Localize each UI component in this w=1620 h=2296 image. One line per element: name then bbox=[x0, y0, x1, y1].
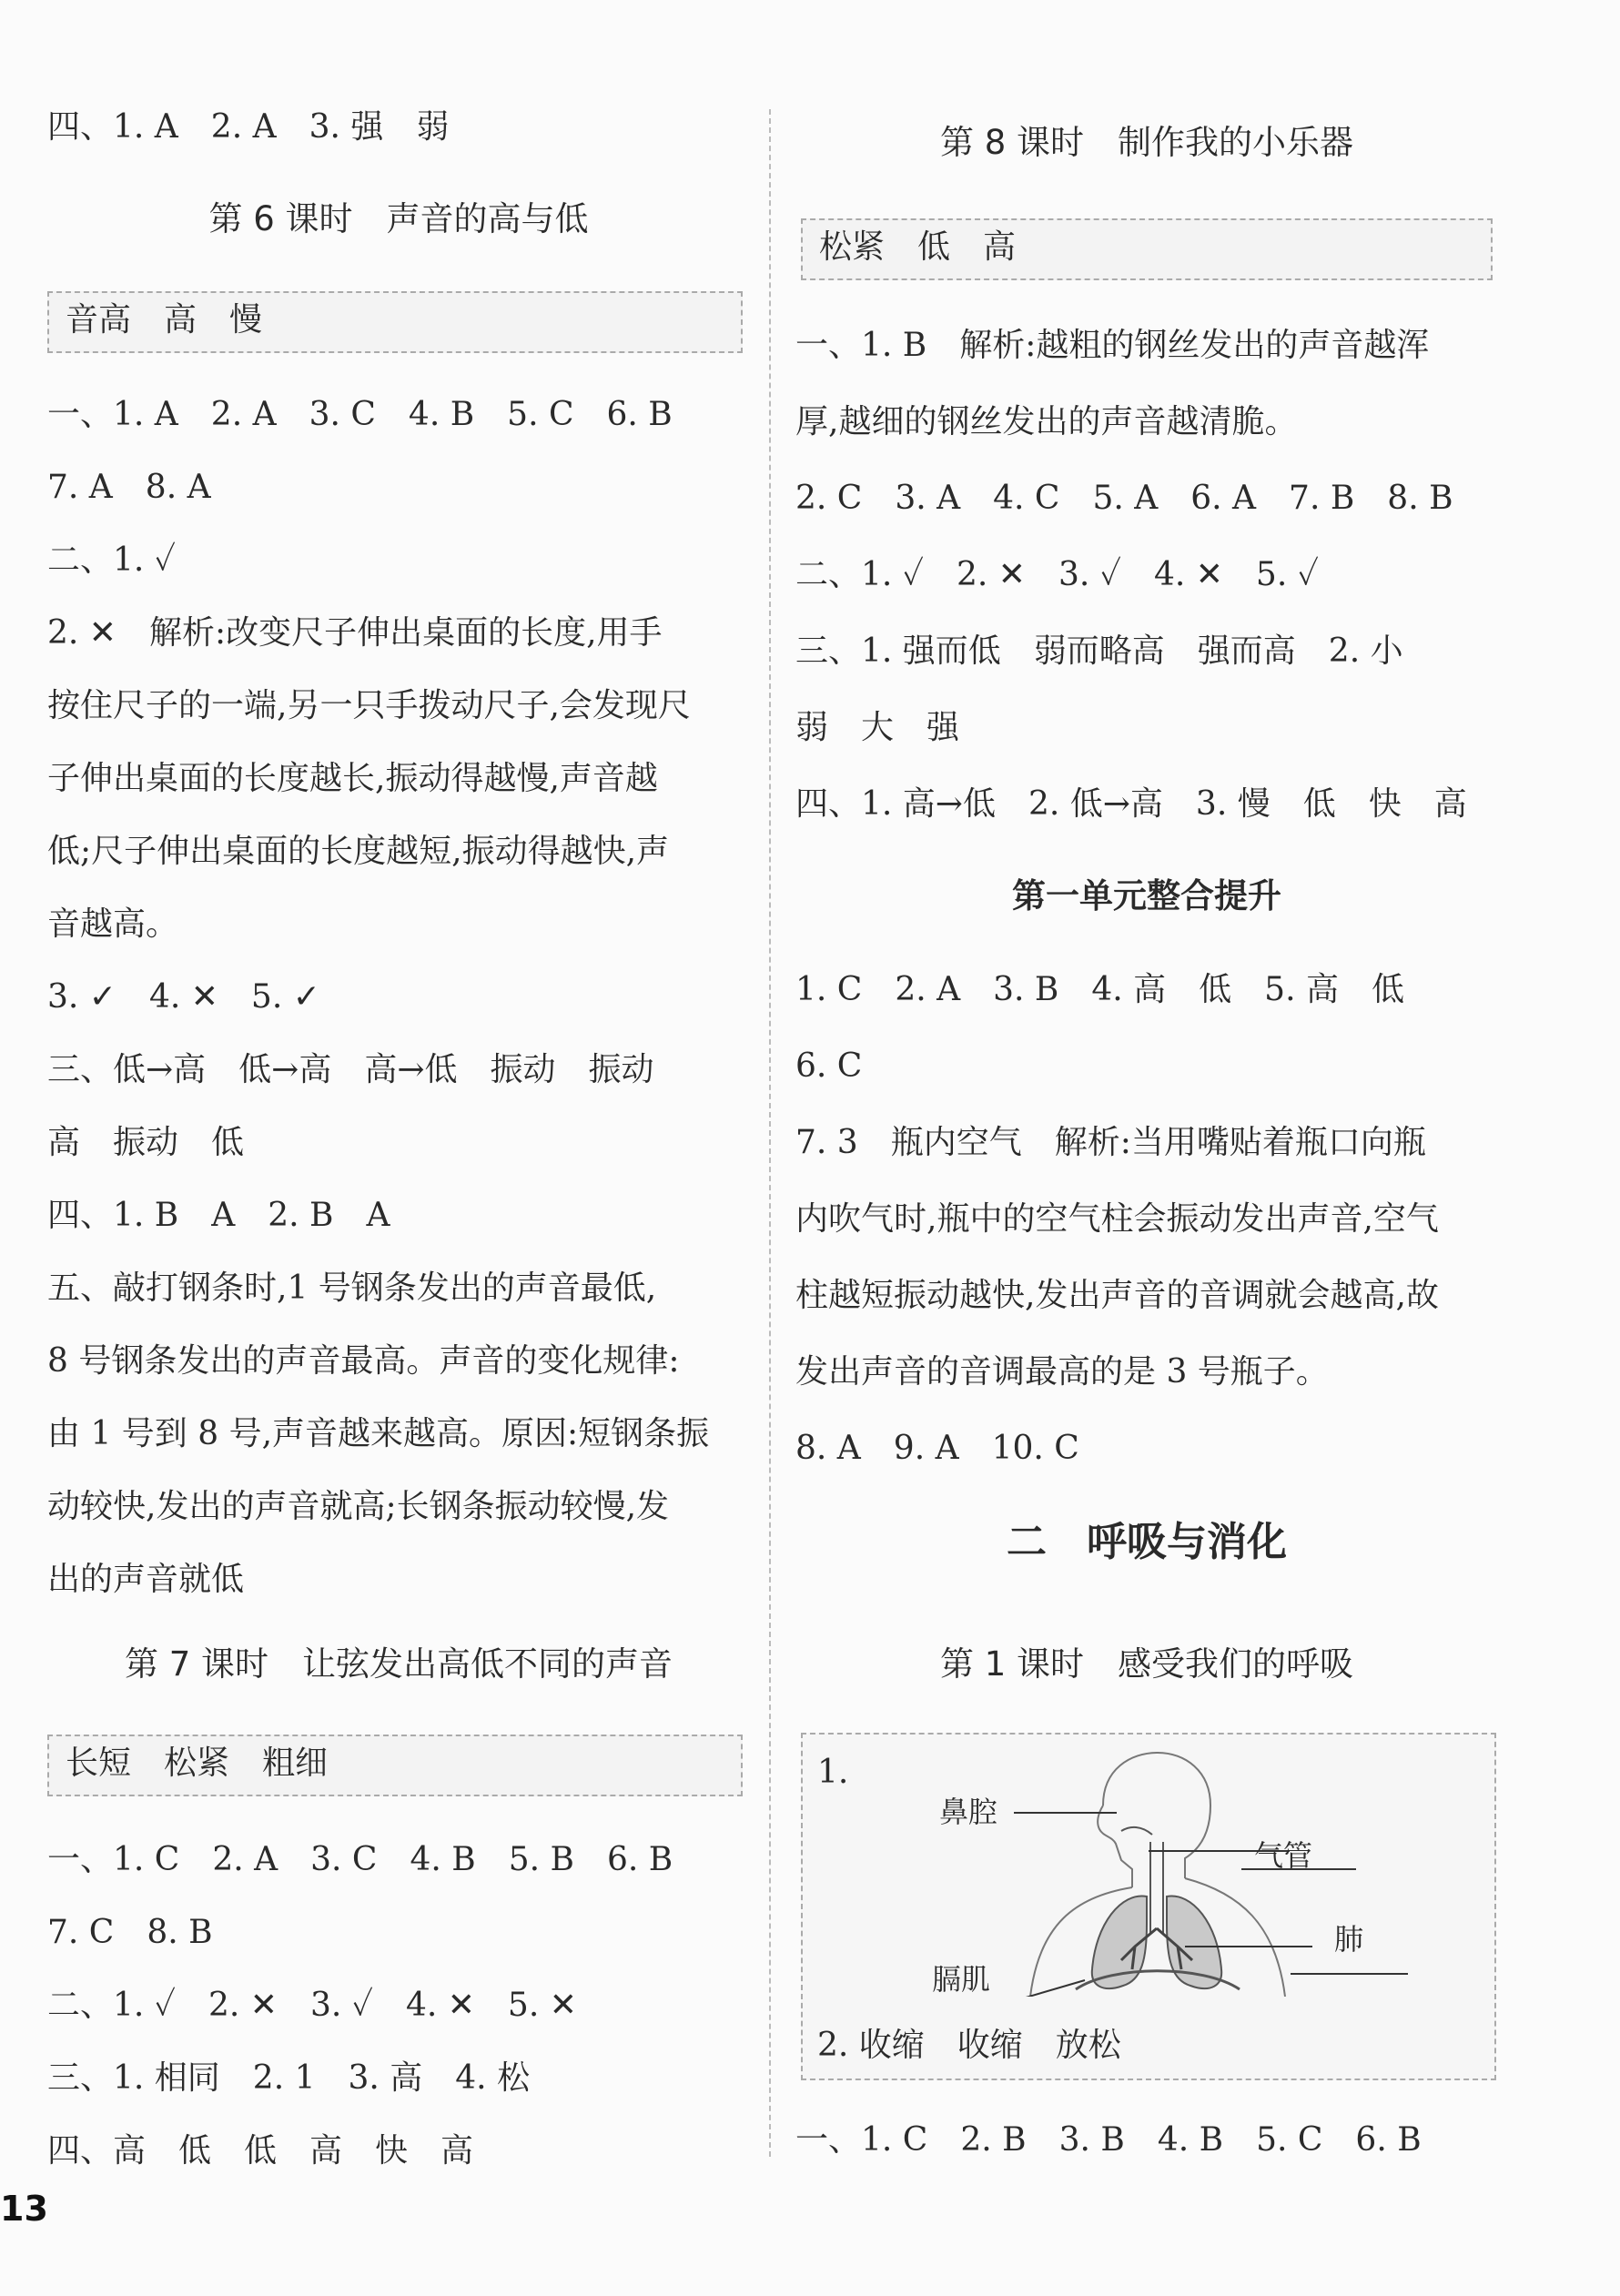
answer-line: 按住尺子的一端,另一只手拨动尺子,会发现尺 bbox=[47, 687, 691, 724]
lesson-8-title: 第 8 课时 制作我的小乐器 bbox=[939, 123, 1354, 162]
page-number: 13 bbox=[0, 2189, 48, 2229]
answer-line: 2. ✕ 解析:改变尺子伸出桌面的长度,用手 bbox=[47, 614, 663, 652]
answer-line: 二、1. ✓ bbox=[47, 541, 177, 579]
answer-line: 8 号钢条发出的声音最高。声音的变化规律: bbox=[47, 1342, 680, 1380]
keyword-box-6: 音高 高 慢 bbox=[47, 291, 743, 353]
answer-line: 一、1. C 2. A 3. C 4. B 5. B 6. B bbox=[47, 1841, 673, 1878]
answer-line: 一、1. B 解析:越粗的钢丝发出的声音越浑 bbox=[795, 327, 1430, 364]
figure-answer: 2. 收缩 收缩 放松 bbox=[817, 2027, 1121, 2064]
lesson-6-title: 第 6 课时 声音的高与低 bbox=[208, 199, 589, 238]
answer-line: 四、高 低 低 高 快 高 bbox=[47, 2132, 474, 2170]
answer-line: 7. 3 瓶内空气 解析:当用嘴贴着瓶口向瓶 bbox=[795, 1124, 1426, 1161]
keyword-box-7: 长短 松紧 粗细 bbox=[47, 1735, 743, 1796]
answer-line: 三、1. 相同 2. 1 3. 高 4. 松 bbox=[47, 2059, 531, 2097]
answer-line: 低;尺子伸出桌面的长度越短,振动得越快,声 bbox=[47, 833, 670, 870]
column-divider bbox=[769, 109, 771, 2157]
answer-line: 柱越短振动越快,发出声音的音调就会越高,故 bbox=[795, 1277, 1439, 1314]
answer-line: 三、低→高 低→高 高→低 振动 振动 bbox=[47, 1051, 654, 1088]
answer-line: 三、1. 强而低 弱而略高 强而高 2. 小 bbox=[795, 632, 1403, 670]
answer-line: 子伸出桌面的长度越长,振动得越慢,声音越 bbox=[47, 760, 658, 797]
label-lung: 肺 bbox=[1334, 1922, 1364, 1957]
respiratory-figure-box bbox=[801, 1733, 1496, 2080]
answer-line: 3. ✓ 4. ✕ 5. ✓ bbox=[47, 978, 320, 1016]
answer-line: 发出声音的音调最高的是 3 号瓶子。 bbox=[795, 1353, 1329, 1391]
answer-line: 一、1. A 2. A 3. C 4. B 5. C 6. B bbox=[47, 396, 673, 433]
answer-line: 弱 大 强 bbox=[795, 709, 960, 746]
answer-line: 四、1. A 2. A 3. 强 弱 bbox=[47, 108, 450, 146]
lesson-7-title: 第 7 课时 让弦发出高低不同的声音 bbox=[124, 1644, 673, 1684]
answer-line: 动较快,发出的声音就高;长钢条振动较慢,发 bbox=[47, 1488, 670, 1525]
label-nasal-cavity: 鼻腔 bbox=[939, 1795, 998, 1829]
answer-line: 二、1. ✓ 2. ✕ 3. ✓ 4. ✕ 5. ✓ bbox=[795, 556, 1319, 593]
answer-line: 二、1. ✓ 2. ✕ 3. ✓ 4. ✕ 5. ✕ bbox=[47, 1987, 577, 2024]
answer-line: 8. A 9. A 10. C bbox=[795, 1430, 1079, 1467]
unit-review-title: 第一单元整合提升 bbox=[1012, 876, 1281, 915]
answer-line: 四、1. 高→低 2. 低→高 3. 慢 低 快 高 bbox=[795, 785, 1467, 823]
answer-line: 厚,越细的钢丝发出的声音越清脆。 bbox=[795, 403, 1298, 440]
answer-line: 由 1 号到 8 号,声音越来越高。原因:短钢条振 bbox=[47, 1415, 710, 1452]
answer-line: 五、敲打钢条时,1 号钢条发出的声音最低, bbox=[47, 1269, 657, 1307]
figure-question-number: 1. bbox=[817, 1754, 849, 1791]
keyword-box-8: 松紧 低 高 bbox=[801, 218, 1493, 280]
answer-line: 出的声音就低 bbox=[47, 1561, 245, 1598]
answer-line: 内吹气时,瓶中的空气柱会振动发出声音,空气 bbox=[795, 1200, 1439, 1238]
unit-2-title: 二 呼吸与消化 bbox=[1007, 1519, 1287, 1565]
answer-line: 音越高。 bbox=[47, 905, 179, 943]
answer-line: 1. C 2. A 3. B 4. 高 低 5. 高 低 bbox=[795, 971, 1404, 1008]
answer-line: 高 振动 低 bbox=[47, 1124, 245, 1161]
answer-line: 2. C 3. A 4. C 5. A 6. A 7. B 8. B bbox=[795, 480, 1453, 517]
answer-line: 四、1. B A 2. B A bbox=[47, 1197, 390, 1234]
label-trachea: 气管 bbox=[1254, 1838, 1313, 1873]
lesson-1-title: 第 1 课时 感受我们的呼吸 bbox=[939, 1644, 1354, 1684]
answer-line: 6. C bbox=[795, 1047, 863, 1085]
answer-line: 7. C 8. B bbox=[47, 1914, 213, 1951]
label-diaphragm: 膈肌 bbox=[932, 1962, 991, 1997]
respiratory-system-diagram bbox=[803, 1742, 1494, 1997]
answer-line: 一、1. C 2. B 3. B 4. B 5. C 6. B bbox=[795, 2121, 1422, 2159]
answer-line: 7. A 8. A bbox=[47, 469, 211, 506]
